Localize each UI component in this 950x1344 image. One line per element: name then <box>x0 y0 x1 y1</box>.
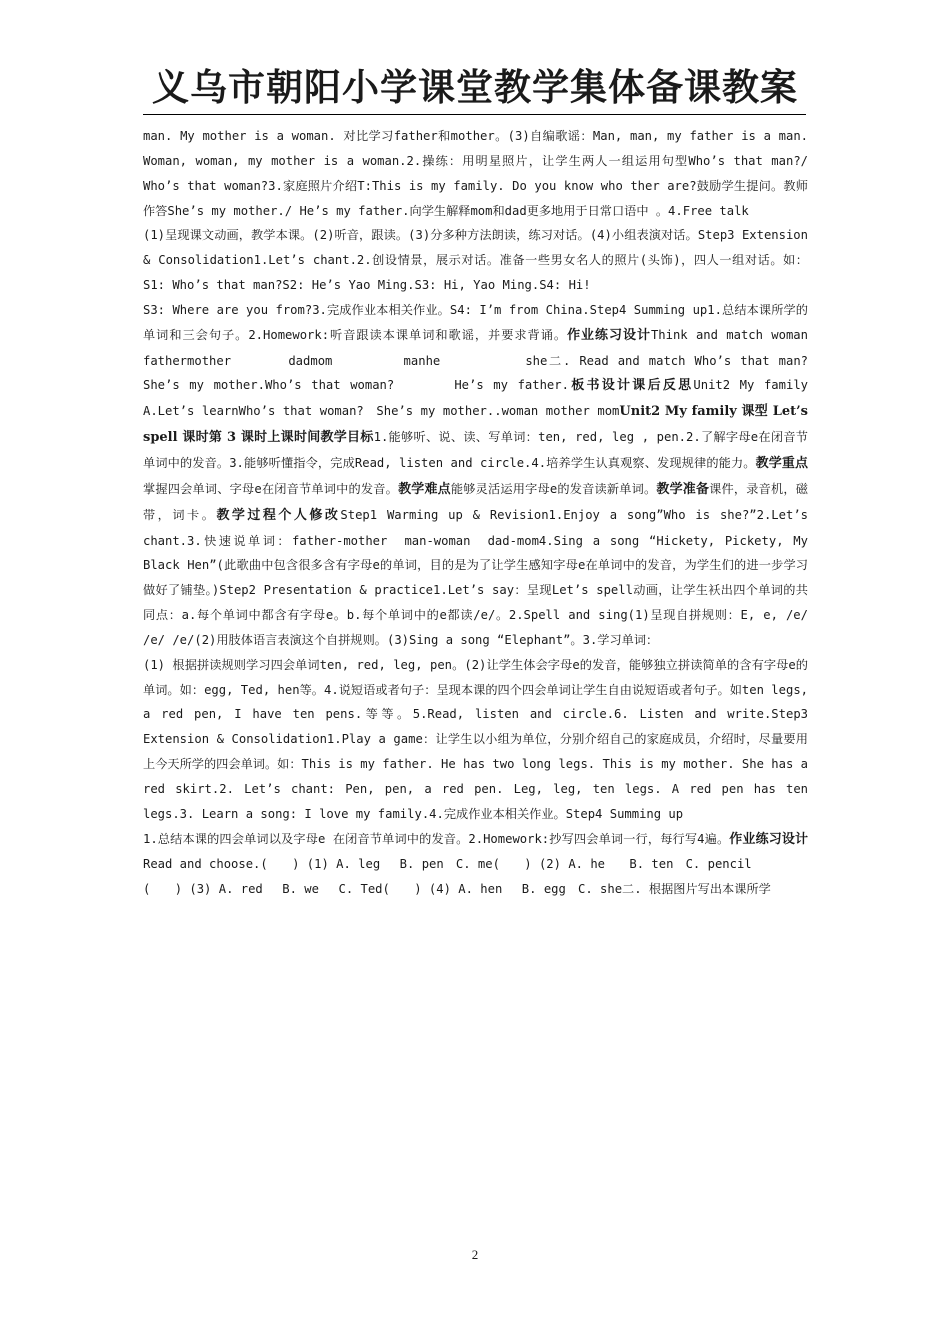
heading-preparation: 教学准备 <box>656 481 710 497</box>
heading-homework-design-2: 作业练习设计 <box>729 831 808 847</box>
text-run: Step1 Warming up & Revision1.Enjoy a song”Who is she?”2.Let’s chant.3.快速说单词：father-mother man-woman dad-mom4.Sing a song “Hickety, Pickety, My Black Hen”(此歌曲中包含很多含有字母e的单词，目的是为了让学生感知字母e在单词中的发音，为学生们的进一步学习做好了铺垫。)Step2 Presentation & practice1.Let’s say：呈现Let’s spell动画，让学生袄出四个单词的共同点：a.每个单词中都含有字母e。b.每个单词中的e都读/e/。2.Spell and sing(1)呈现自拼规则：E, e, /e/ /e/ /e/(2)用肢体语言表演这个自拼规则。(3)Sing a song “Elephant”。3.学习单词： <box>143 507 808 647</box>
text-run: 课件，录音机，磁带，词卡。 <box>143 481 808 522</box>
text-run: ( ) (3) A. red B. we C. Ted( ) (4) A. hen B. egg C. she二. 根据图片写出本课所学 <box>143 882 771 897</box>
heading-teaching-process: 教学过程个人修改 <box>216 507 341 523</box>
page-number: 2 <box>471 1247 479 1262</box>
text-run: 1.能够听、说、读、写单词：ten, red, leg , pen.2.了解字母e在闭音节单词中的发音。3.能够听懂指令，完成Read, listen and circle.4.培养学生认真观察、发现规律的能力。 <box>143 430 808 470</box>
paragraph-2 <box>143 223 808 298</box>
lesson-plan-body <box>143 124 882 902</box>
heading-difficulties: 教学难点 <box>398 481 451 497</box>
text-run: S3: Where are you from?3.完成作业本相关作业。S4: I’m from China.Step4 Summing up1.总结本课所学的单词和三会句子。2.Homework:听音跟读本课单词和歌谣，并要求背诵。 <box>143 302 808 342</box>
paragraph-1 <box>143 124 808 223</box>
text-run: 1.总结本课的四会单词以及字母e 在闭音节单词中的发音。2.Homework:抄写四会单词一行，每行写4遍。 <box>143 831 730 846</box>
text-run: Think and match woman fathermother dadmom manhe she二. Read and match Who’s that man? She’s my mother.Who’s that woman? He’s my father. <box>143 327 882 393</box>
text-run: Read and choose.( ) (1) A. leg B. pen C. me( ) (2) A. he B. ten C. pencil <box>143 857 752 872</box>
text-run: Unit2 My family A.Let’s learnWho’s that woman? She’s my mother..woman mother mom <box>143 378 821 419</box>
text-run: man. My mother is a woman. 对比学习father和mother。(3)自编歌谣：Man, man, my father is a man. Woman, woman, my mother is a woman.2.操练：用明星照片，让学生两人一组运用句型Who’s that man?/ Who’s that woman?3.家庭照片介绍T:This is my family. Do you know who ther are?鼓励学生提问。教师作答She’s my mother./ He’s my father.向学生解释mom和dad更多地用于日常口语中 。4.Free talk <box>143 129 808 218</box>
text-run: 能够灵活运用字母e的发音读新单词。 <box>450 481 657 496</box>
paragraph-3 <box>143 298 882 653</box>
text-run: 掌握四会单词、字母e在闭音节单词中的发音。 <box>143 481 399 496</box>
heading-homework-design: 作业练习设计 <box>567 327 651 343</box>
text-run: (1)呈现课文动画，教学本课。(2)听音，跟读。(3)分多种方法朗读，练习对话。(4)小组表演对话。Step3 Extension & Consolidation1.Let’s chant.2.创设情景，展示对话。准备一些男女名人的照片(头饰)，四人一组对话。如：S1: Who’s that man?S2: He’s Yao Ming.S3: Hi, Yao Ming.S4: Hi! <box>143 228 808 293</box>
page-title: 义乌市朝阳小学课堂教学集体备课教案 <box>152 65 798 109</box>
header-divider <box>143 114 806 115</box>
paragraph-5 <box>143 827 808 878</box>
text-run: (1) 根据拼读规则学习四会单词ten, red, leg, pen。(2)让学生体会字母e的发音，能够独立拼读简单的含有字母e的单词。如：egg, Ted, hen等。4.说短语或者句子：呈现本课的四个四会单词让学生自由说短语或者句子。如ten legs, a red pen, I have ten pens.等等。5.Read, listen and circle.6. Listen and write.Step3 Extension & Consolidation1.Play a game：让学生以小组为单位，分别介绍自己的家庭成员，介绍时，尽量要用上今天所学的四会单词。如：This is my father. He has two long legs. This is my mother. She has a red skirt.2. Let’s chant: Pen, pen, a red pen. Leg, leg, ten legs. A red pen has ten legs.3. Learn a song: I love my family.4.完成作业本相关作业。Step4 Summing up <box>143 657 808 821</box>
heading-lesson-info: Unit2 My family 课型 Let’s spell 课时第 3 课时上课时间教学目标 <box>143 404 808 446</box>
paragraph-4 <box>143 653 808 827</box>
paragraph-6 <box>143 877 808 902</box>
heading-key-points: 教学重点 <box>755 455 808 471</box>
heading-board-design: 板书设计课后反思 <box>568 378 694 394</box>
